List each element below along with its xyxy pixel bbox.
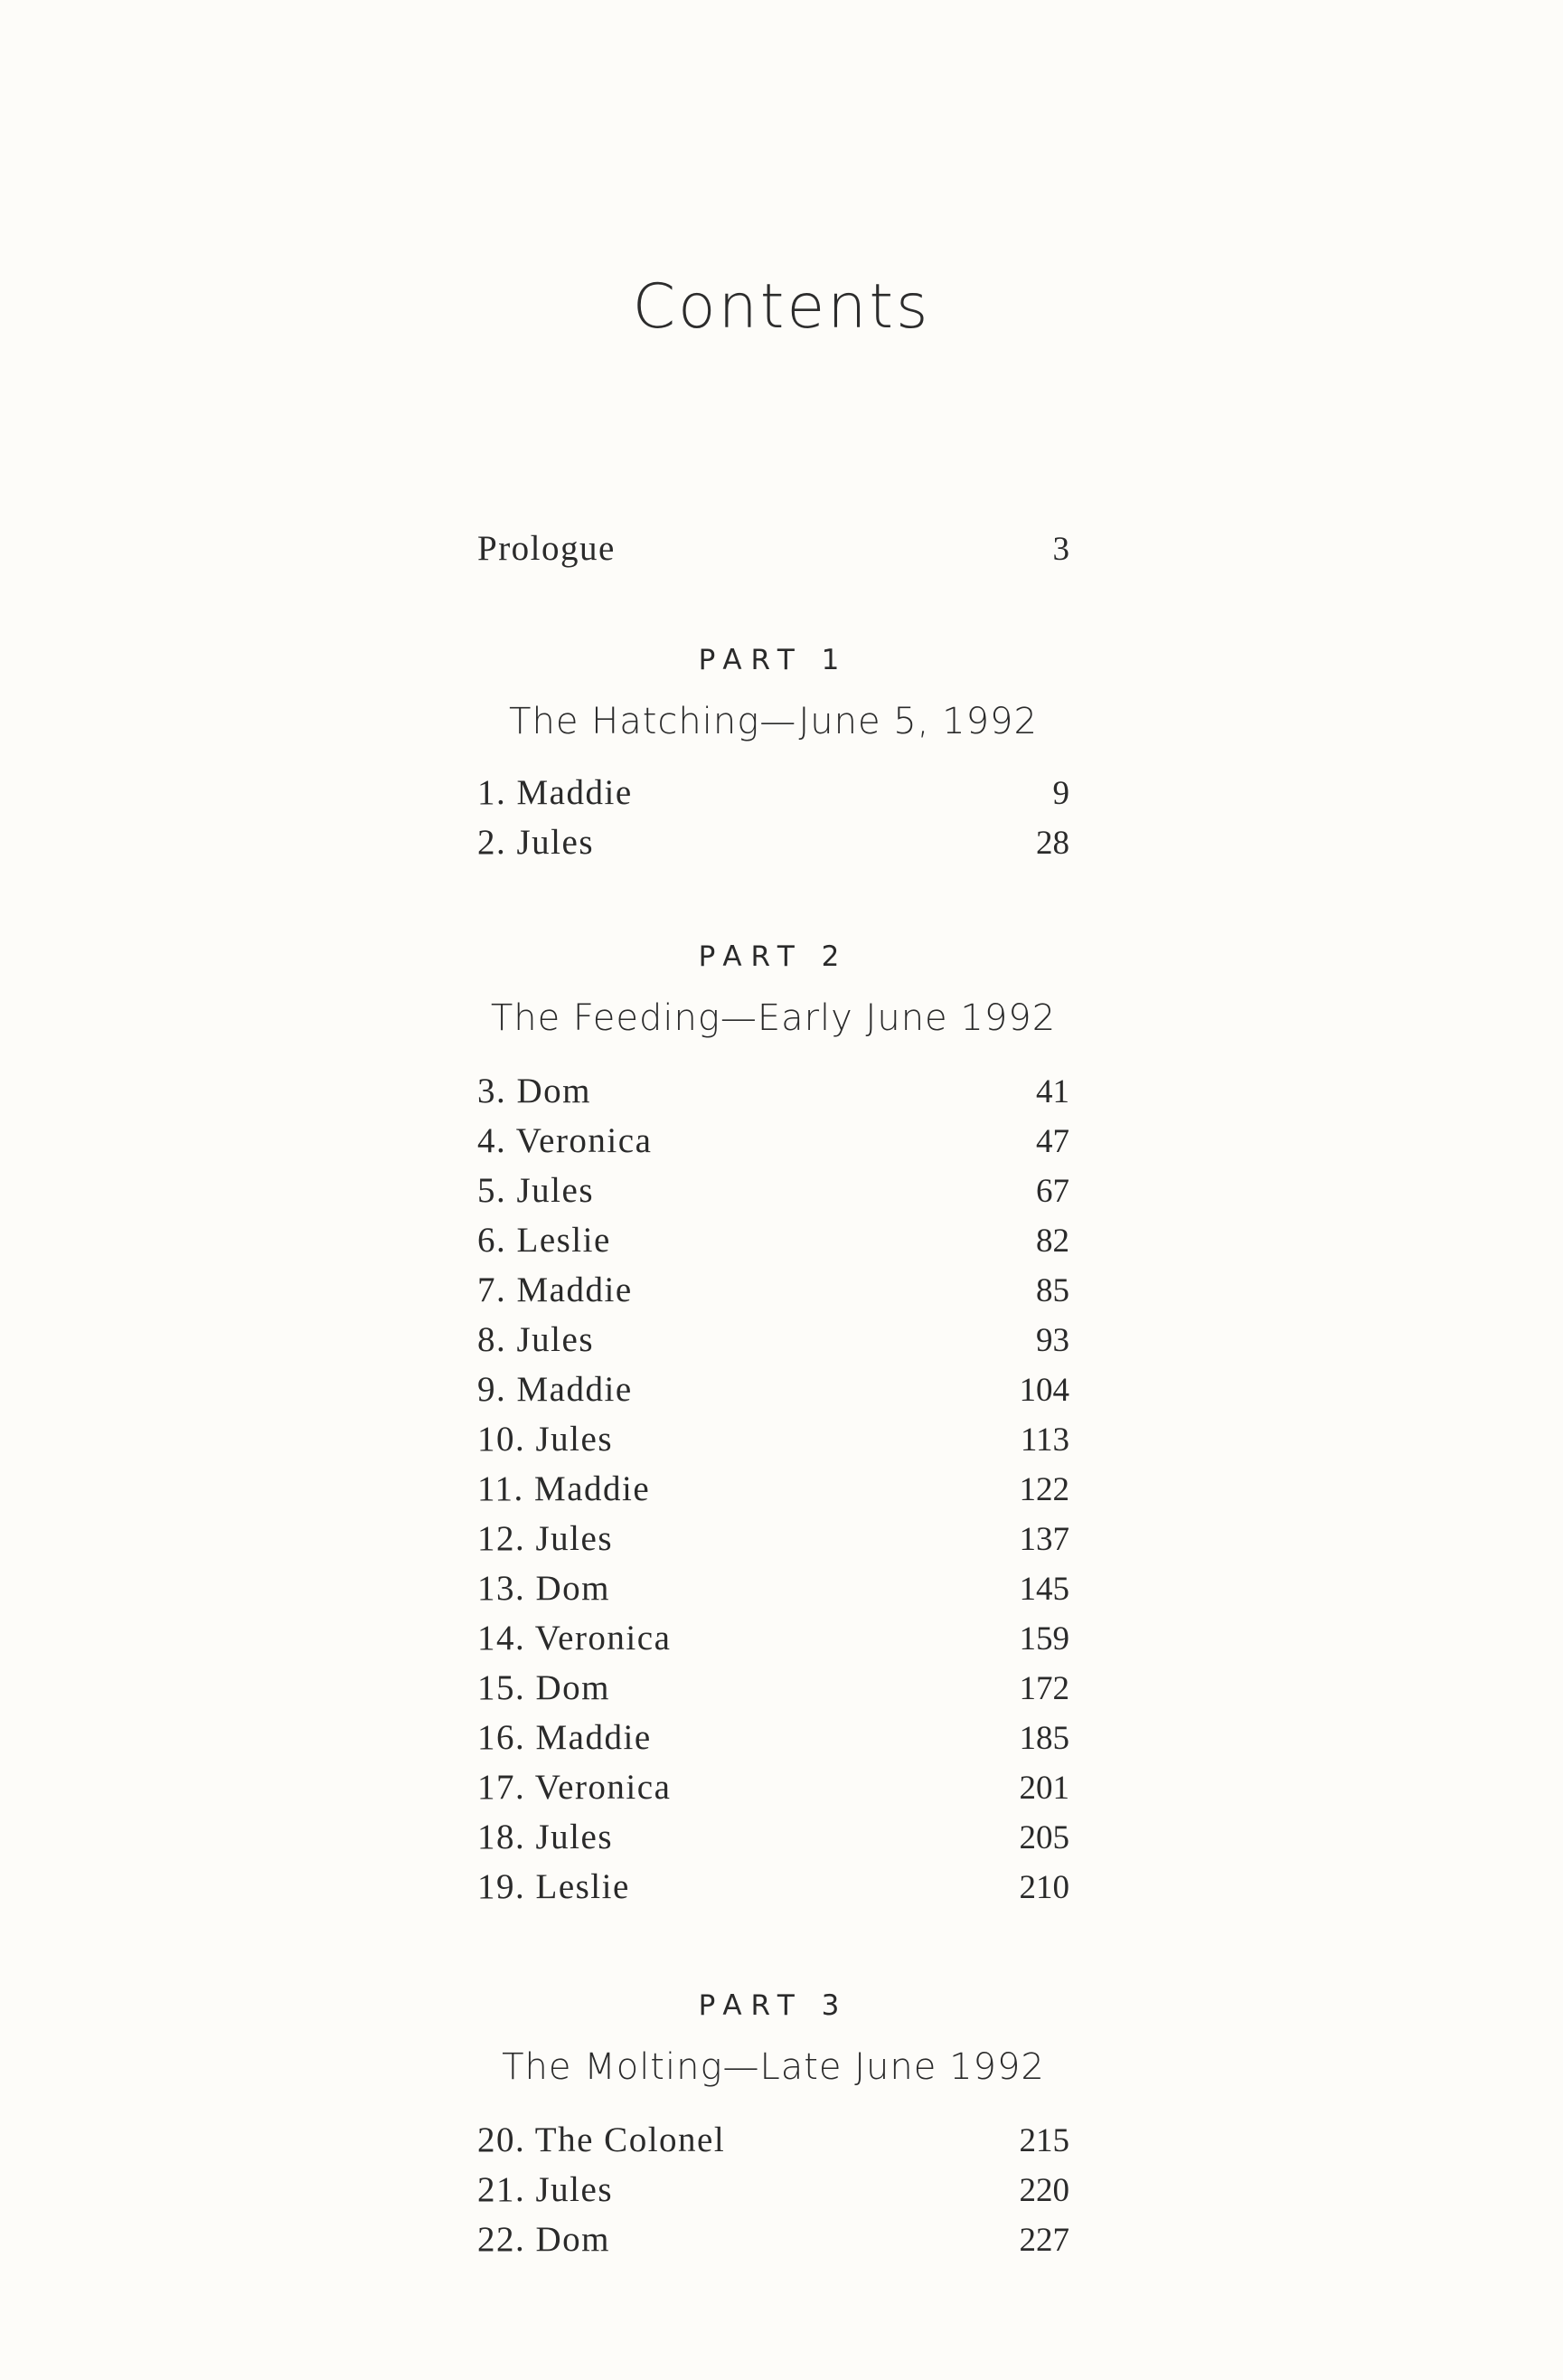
part-3-title: The Molting—Late June 1992 <box>502 2046 1045 2088</box>
toc-entry-label: 16. Maddie <box>477 1718 652 1757</box>
toc-entry-page: 104 <box>1019 1372 1069 1409</box>
toc-entry-label: 13. Dom <box>477 1569 610 1608</box>
toc-entry-label: 7. Maddie <box>477 1270 633 1309</box>
toc-entry-label: 19. Leslie <box>477 1867 630 1906</box>
toc-entry-page: 3 <box>1052 531 1069 568</box>
toc-entry-label: Prologue <box>477 529 616 568</box>
page-title: Contents <box>632 271 931 343</box>
toc-entry-page: 220 <box>1019 2172 1069 2209</box>
toc-entry-page: 122 <box>1019 1471 1069 1508</box>
part-3-label: PART 3 <box>698 1989 849 2022</box>
toc-entry-label: 22. Dom <box>477 2220 610 2259</box>
toc-entry[interactable] <box>477 770 1069 816</box>
toc-entry-page: 227 <box>1019 2222 1069 2259</box>
toc-entry[interactable] <box>477 1715 1069 1761</box>
toc-entry[interactable] <box>477 1069 1069 1114</box>
toc-entry[interactable] <box>477 2217 1069 2262</box>
toc-entry[interactable] <box>477 2168 1069 2213</box>
toc-entry[interactable] <box>477 1318 1069 1363</box>
toc-entry[interactable] <box>477 1367 1069 1412</box>
toc-entry[interactable] <box>477 820 1069 865</box>
toc-entry[interactable] <box>477 1616 1069 1661</box>
part-2-label: PART 2 <box>698 940 849 973</box>
toc-entry-label: 10. Jules <box>477 1420 613 1459</box>
toc-entry-label: 12. Jules <box>477 1519 613 1558</box>
toc-entry-page: 137 <box>1019 1521 1069 1558</box>
toc-entry-page: 145 <box>1019 1571 1069 1608</box>
part-2-title: The Feeding—Early June 1992 <box>490 997 1057 1039</box>
toc-entry-page: 113 <box>1020 1421 1069 1459</box>
toc-entry-page: 215 <box>1019 2122 1069 2159</box>
toc-entry-label: 1. Maddie <box>477 773 633 812</box>
toc-entry[interactable] <box>477 1268 1069 1313</box>
part-1-label: PART 1 <box>698 644 849 676</box>
toc-entry-page: 41 <box>1036 1073 1069 1110</box>
toc-entry-label: 15. Dom <box>477 1668 610 1707</box>
toc-entry[interactable] <box>477 1666 1069 1711</box>
toc-entry[interactable] <box>477 1516 1069 1562</box>
toc-entry-label: 21. Jules <box>477 2170 613 2209</box>
toc-entry-label: 3. Dom <box>477 1072 591 1110</box>
toc-entry-page: 185 <box>1019 1720 1069 1757</box>
toc-entry-page: 47 <box>1036 1123 1069 1160</box>
toc-entry-page: 67 <box>1036 1173 1069 1210</box>
toc-entry-label: 18. Jules <box>477 1818 613 1856</box>
toc-entry-page: 201 <box>1019 1770 1069 1807</box>
toc-entry-label: 4. Veronica <box>477 1121 653 1160</box>
toc-entry-page: 85 <box>1036 1272 1069 1309</box>
part-1-title: The Hatching—June 5, 1992 <box>509 701 1038 742</box>
toc-entry-page: 210 <box>1019 1869 1069 1906</box>
toc-entry-page: 159 <box>1019 1620 1069 1658</box>
toc-entry[interactable] <box>477 1119 1069 1164</box>
toc-entry-label: 9. Maddie <box>477 1370 633 1409</box>
toc-entry[interactable] <box>477 1168 1069 1214</box>
toc-entry-page: 205 <box>1019 1819 1069 1856</box>
toc-entry-page: 9 <box>1052 775 1069 812</box>
toc-entry-page: 172 <box>1019 1670 1069 1707</box>
toc-entry-label: 8. Jules <box>477 1320 594 1359</box>
toc-entry[interactable] <box>477 1467 1069 1512</box>
toc-entry-label: 17. Veronica <box>477 1768 672 1807</box>
toc-entry-page: 93 <box>1036 1322 1069 1359</box>
toc-entry-prologue[interactable] <box>477 526 1069 571</box>
toc-entry[interactable] <box>477 1865 1069 1910</box>
toc-entry[interactable] <box>477 1218 1069 1263</box>
toc-entry-page: 82 <box>1036 1223 1069 1260</box>
toc-entry-label: 5. Jules <box>477 1171 594 1210</box>
toc-entry-label: 11. Maddie <box>477 1469 651 1508</box>
toc-entry[interactable] <box>477 1765 1069 1810</box>
toc-entry-label: 6. Leslie <box>477 1221 611 1260</box>
toc-entry[interactable] <box>477 1566 1069 1611</box>
toc-entry-label: 2. Jules <box>477 823 594 862</box>
toc-entry[interactable] <box>477 1815 1069 1860</box>
toc-entry[interactable] <box>477 2118 1069 2163</box>
toc-entry-page: 28 <box>1036 825 1069 862</box>
toc-entry-label: 14. Veronica <box>477 1619 672 1658</box>
toc-entry[interactable] <box>477 1417 1069 1462</box>
toc-entry-label: 20. The Colonel <box>477 2120 726 2159</box>
